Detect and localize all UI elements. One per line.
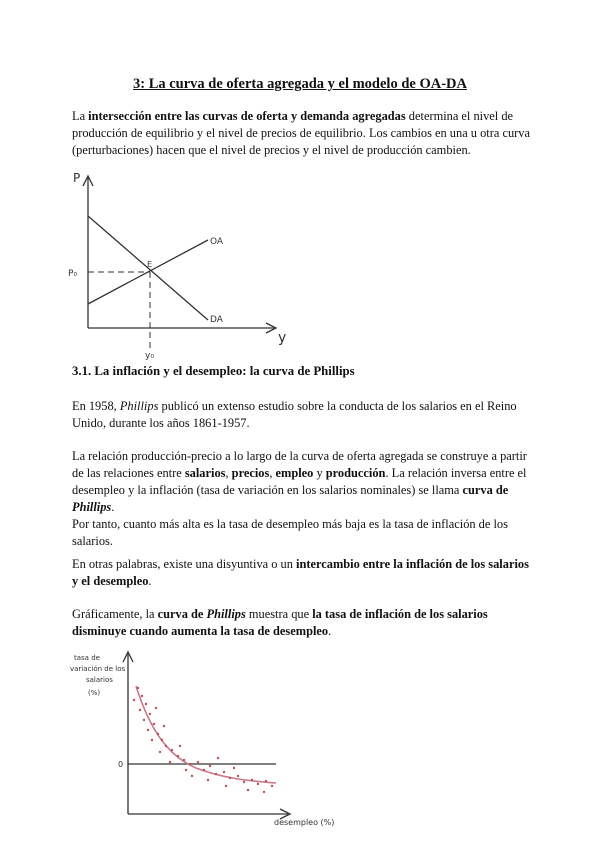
bold-run: curva de: [462, 483, 509, 497]
text-run: Gráficamente, la: [72, 607, 158, 621]
x-axis-label: y: [278, 330, 287, 346]
conclusion-line: Por tanto, cuanto más alta es la tasa de desempleo más baja es la tasa de inflación de los salarios.: [72, 517, 508, 548]
relation-paragraph: [72, 448, 532, 550]
data-points: [133, 687, 273, 793]
text-run: publicó un extenso estudio sobre la conducta de los salarios en el Reino Unido, durante los años 1861-1957.: [72, 399, 517, 430]
bold-italic-run: Phillips: [206, 607, 246, 621]
text-run: ,: [225, 466, 232, 480]
bold-run: curva de: [157, 607, 207, 621]
y-label-line-1: tasa de: [74, 654, 100, 662]
equilibrium-point-label: E: [147, 260, 153, 269]
bold-run: intersección entre las curvas de oferta y demanda agregadas: [88, 109, 406, 123]
graphic-paragraph: [72, 606, 532, 640]
bold-italic-run: Phillips: [72, 500, 112, 514]
page-title: 3: La curva de oferta agregada y el modelo de OA-DA: [133, 76, 467, 92]
y-axis-label: P: [73, 171, 81, 185]
zero-label: 0: [118, 760, 124, 769]
text-run: .: [328, 624, 332, 638]
tradeoff-paragraph: [72, 556, 532, 590]
supply-label: OA: [210, 237, 224, 247]
demand-label: DA: [210, 315, 223, 325]
text-run: y: [313, 466, 326, 480]
text-run: .: [111, 500, 115, 514]
text-run: En otras palabras, existe una disyuntiva o un: [72, 557, 297, 571]
bold-run: la tasa de inflación de los salarios disminuye cuando aumenta la tasa de desempleo: [72, 607, 488, 638]
bold-run: intercambio entre la inflación de los salarios y el desempleo: [72, 557, 529, 588]
italic-run: Phillips: [119, 399, 159, 413]
bold-run: precios: [231, 466, 270, 480]
y-label-line-4: (%): [88, 689, 101, 697]
oa-da-diagram: [64, 170, 296, 360]
text-run: .: [148, 574, 152, 588]
text-run: muestra que: [245, 607, 313, 621]
equilibrium-output-label: y₀: [145, 351, 154, 360]
text-run: . La relación inversa entre el desempleo y la inflación (tasa de variación en los salarios nominales) se llama: [72, 466, 527, 497]
x-axis-label: desempleo (%): [274, 818, 335, 827]
bold-run: producción: [325, 466, 386, 480]
text-run: determina el nivel de producción de equilibrio y el nivel de precios de equilibrio. Los cambios en una u otra curva (perturbaciones) hacen que el nivel de precios y el nivel de producción cambien.: [72, 109, 530, 157]
section-heading: 3.1. La inflación y el desempleo: la curva de Phillips: [72, 364, 355, 378]
equilibrium-price-label: P₀: [68, 269, 78, 279]
bold-run: empleo: [275, 466, 314, 480]
text-run: La: [72, 109, 89, 123]
phillips-history-paragraph: [72, 398, 532, 432]
phillips-curve-diagram: [68, 640, 360, 840]
text-run: La relación producción-precio a lo largo de la curva de oferta agregada se construye a partir de las relaciones entre: [72, 449, 527, 480]
intro-paragraph: [72, 108, 532, 159]
y-label-line-3: salarios: [86, 676, 113, 684]
bold-run: salarios: [184, 466, 226, 480]
y-label-line-2: variación de los: [70, 665, 126, 673]
text-run: ,: [269, 466, 276, 480]
text-run: En 1958,: [72, 399, 120, 413]
